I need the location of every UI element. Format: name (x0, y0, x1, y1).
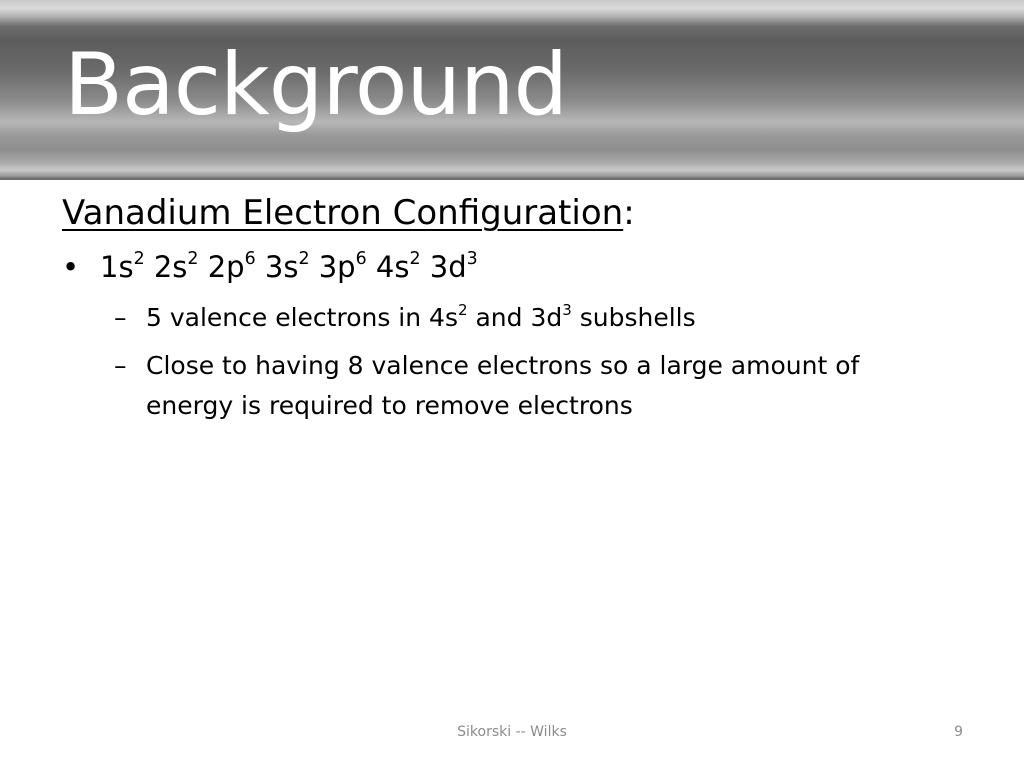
sub-bullet-close-text: Close to having 8 valence electrons so a large amount of energy is required to remove electrons (146, 351, 860, 420)
slide-title: Background (64, 35, 568, 135)
sub-bullet-valence-text: 5 valence electrons in $4s^2$ and $3d^3$ subshells (146, 300, 696, 332)
heading-colon: : (623, 193, 635, 233)
orbital-3d: $3d^3$ (429, 248, 478, 284)
section-heading (62, 190, 962, 236)
bullet-marker: • (62, 250, 80, 284)
orbital-3p: $3p^6$ (318, 248, 367, 284)
configuration-bullet (62, 244, 962, 290)
sub-bullet-marker: – (114, 351, 127, 380)
slide-content (62, 190, 962, 426)
slide-number: 9 (954, 724, 963, 740)
footer-author: Sikorski -- Wilks (457, 724, 567, 740)
title-divider (0, 178, 1024, 180)
orbital-1s: $1s^2$ (100, 248, 145, 284)
sub-bullet-marker: – (114, 303, 127, 332)
orbital-2p: $2p^6$ (207, 248, 256, 284)
orbital-4s: $4s^2$ (375, 248, 421, 284)
heading-text: Vanadium Electron Configuration (62, 193, 624, 233)
sub-bullet-close (62, 346, 946, 426)
sub-bullet-valence (62, 298, 946, 338)
orbital-3s: $3s^2$ (264, 248, 310, 284)
orbital-2s: $2s^2$ (153, 248, 199, 284)
